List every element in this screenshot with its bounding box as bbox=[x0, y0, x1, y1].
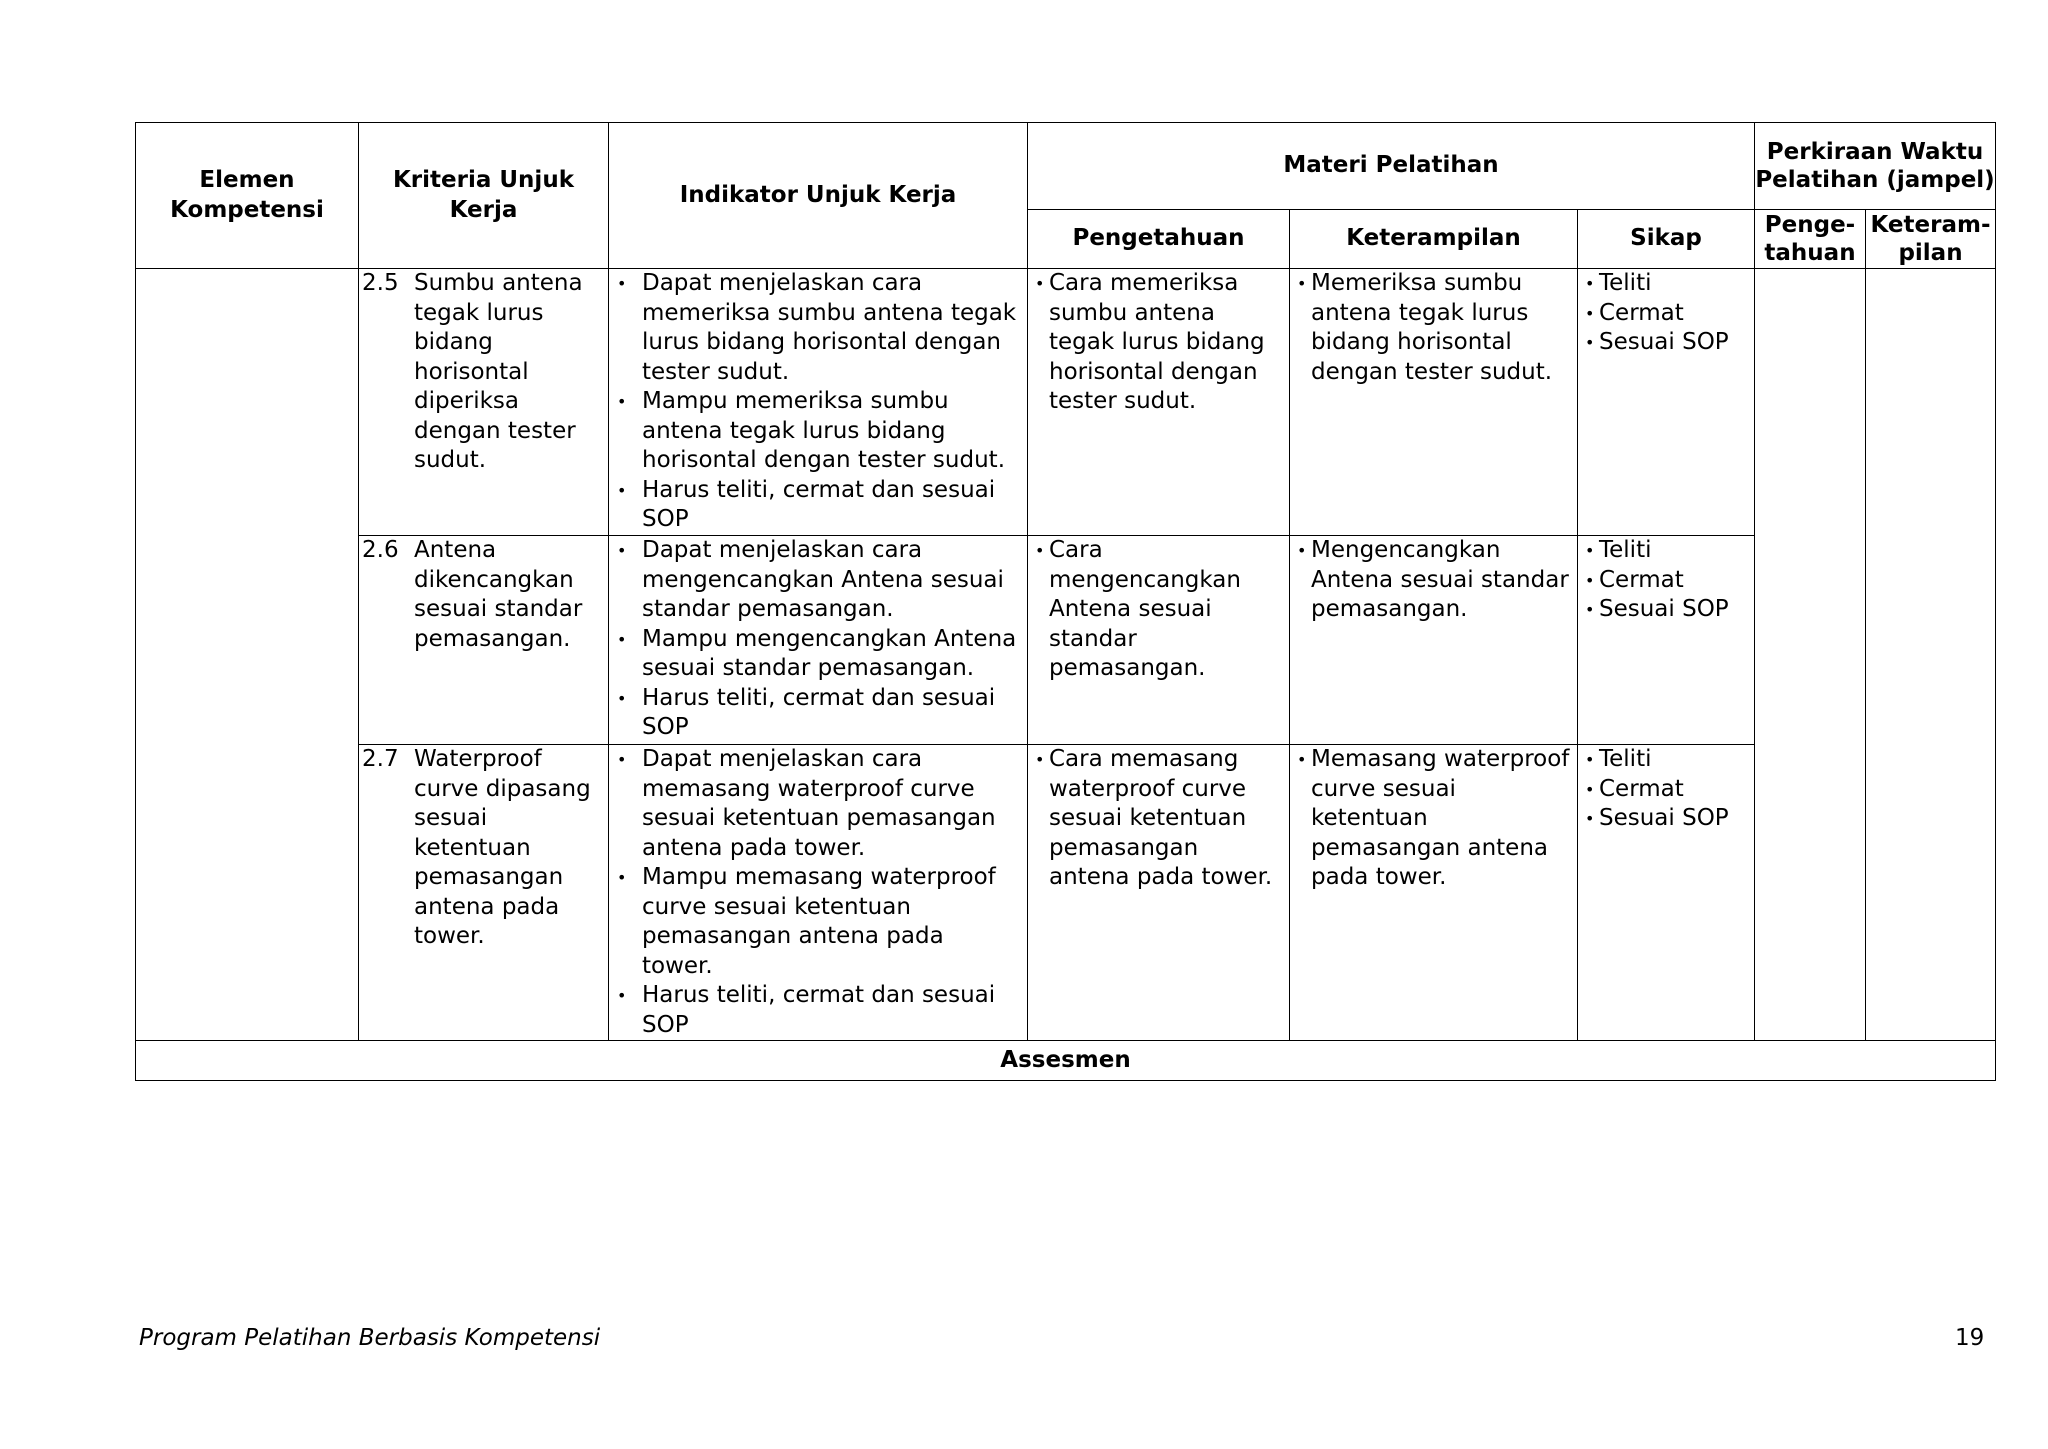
sikap-item: • Sesuai SOP bbox=[1578, 328, 1754, 358]
page-number: 19 bbox=[1955, 1325, 1985, 1351]
kriteria-number: 2.7 bbox=[362, 746, 399, 772]
pengetahuan-cell bbox=[1028, 745, 1290, 1041]
sikap-cell bbox=[1578, 745, 1755, 1041]
indikator-item: • Harus teliti, cermat dan sesuai SOP bbox=[609, 981, 1027, 1040]
indikator-item: • Mampu mengencangkan Antena sesuai standar pemasangan. bbox=[609, 625, 1027, 684]
sikap-item: • Cermat bbox=[1578, 566, 1754, 596]
kriteria-cell bbox=[359, 745, 609, 1041]
indikator-item: • Mampu memasang waterproof curve sesuai ketentuan pemasangan antena pada tower. bbox=[609, 863, 1027, 981]
header-indikator-unjuk-kerja: Indikator Unjuk Kerja bbox=[609, 123, 1028, 269]
pengetahuan-item: • Cara mengencangkan Antena sesuai standar pemasangan. bbox=[1028, 536, 1289, 684]
indikator-item: • Dapat menjelaskan cara memasang waterproof curve sesuai ketentuan pemasangan antena pada tower. bbox=[609, 745, 1027, 863]
kriteria-text: Sumbu antena tegak lurus bidang horisontal diperiksa dengan tester sudut. bbox=[414, 270, 583, 473]
kriteria-number: 2.5 bbox=[362, 270, 399, 296]
header-sikap: Sikap bbox=[1578, 210, 1755, 269]
table-row bbox=[136, 745, 1996, 1041]
indikator-item: • Dapat menjelaskan cara mengencangkan Antena sesuai standar pemasangan. bbox=[609, 536, 1027, 625]
indikator-item: • Harus teliti, cermat dan sesuai SOP bbox=[609, 476, 1027, 535]
sikap-item: • Sesuai SOP bbox=[1578, 804, 1754, 834]
elemen-cell bbox=[136, 269, 359, 1041]
sikap-cell bbox=[1578, 269, 1755, 536]
kriteria-number: 2.6 bbox=[362, 537, 399, 563]
pengetahuan-cell bbox=[1028, 269, 1290, 536]
header-elemen-kompetensi: Elemen Kompetensi bbox=[136, 123, 359, 269]
header-kriteria-unjuk-kerja: Kriteria Unjuk Kerja bbox=[359, 123, 609, 269]
indikator-item: • Harus teliti, cermat dan sesuai SOP bbox=[609, 684, 1027, 743]
sikap-item: • Teliti bbox=[1578, 269, 1754, 299]
sikap-item: • Cermat bbox=[1578, 299, 1754, 329]
kriteria-cell bbox=[359, 269, 609, 536]
sikap-item: • Teliti bbox=[1578, 536, 1754, 566]
header-jp-pengetahuan: Penge-tahuan bbox=[1755, 210, 1866, 269]
table-row bbox=[136, 536, 1996, 745]
kriteria-text: Waterproof curve dipasang sesuai ketentuan pemasangan antena pada tower. bbox=[414, 746, 591, 949]
sikap-item: • Sesuai SOP bbox=[1578, 595, 1754, 625]
jp-keterampilan-cell bbox=[1866, 269, 1996, 1041]
header-perkiraan-waktu: Perkiraan Waktu Pelatihan (jampel) bbox=[1755, 123, 1996, 210]
pengetahuan-item: • Cara memeriksa sumbu antena tegak lurus bidang horisontal dengan tester sudut. bbox=[1028, 269, 1289, 417]
header-materi-pelatihan: Materi Pelatihan bbox=[1028, 123, 1755, 210]
kriteria-cell bbox=[359, 536, 609, 745]
sikap-cell bbox=[1578, 536, 1755, 745]
pengetahuan-cell bbox=[1028, 536, 1290, 745]
keterampilan-item: • Memeriksa sumbu antena tegak lurus bidang horisontal dengan tester sudut. bbox=[1290, 269, 1577, 387]
jp-pengetahuan-cell bbox=[1755, 269, 1866, 1041]
header-keterampilan: Keterampilan bbox=[1290, 210, 1578, 269]
assessment-row: Assesmen bbox=[136, 1041, 1996, 1081]
keterampilan-item: • Memasang waterproof curve sesuai ketentuan pemasangan antena pada tower. bbox=[1290, 745, 1577, 893]
table-row bbox=[136, 269, 1996, 536]
kriteria-text: Antena dikencangkan sesuai standar pemasangan. bbox=[414, 537, 583, 652]
indikator-cell bbox=[609, 536, 1028, 745]
keterampilan-cell bbox=[1290, 536, 1578, 745]
sikap-item: • Cermat bbox=[1578, 775, 1754, 805]
footer-title: Program Pelatihan Berbasis Kompetensi bbox=[139, 1325, 601, 1351]
indikator-cell bbox=[609, 269, 1028, 536]
pengetahuan-item: • Cara memasang waterproof curve sesuai ketentuan pemasangan antena pada tower. bbox=[1028, 745, 1289, 893]
keterampilan-cell bbox=[1290, 269, 1578, 536]
competency-table bbox=[135, 122, 1996, 1081]
indikator-item: • Mampu memeriksa sumbu antena tegak lurus bidang horisontal dengan tester sudut. bbox=[609, 387, 1027, 476]
header-jp-keterampilan: Keteram-pilan bbox=[1866, 210, 1996, 269]
keterampilan-item: • Mengencangkan Antena sesuai standar pemasangan. bbox=[1290, 536, 1577, 625]
header-pengetahuan: Pengetahuan bbox=[1028, 210, 1290, 269]
indikator-cell bbox=[609, 745, 1028, 1041]
sikap-item: • Teliti bbox=[1578, 745, 1754, 775]
keterampilan-cell bbox=[1290, 745, 1578, 1041]
indikator-item: • Dapat menjelaskan cara memeriksa sumbu antena tegak lurus bidang horisontal dengan tester sudut. bbox=[609, 269, 1027, 387]
